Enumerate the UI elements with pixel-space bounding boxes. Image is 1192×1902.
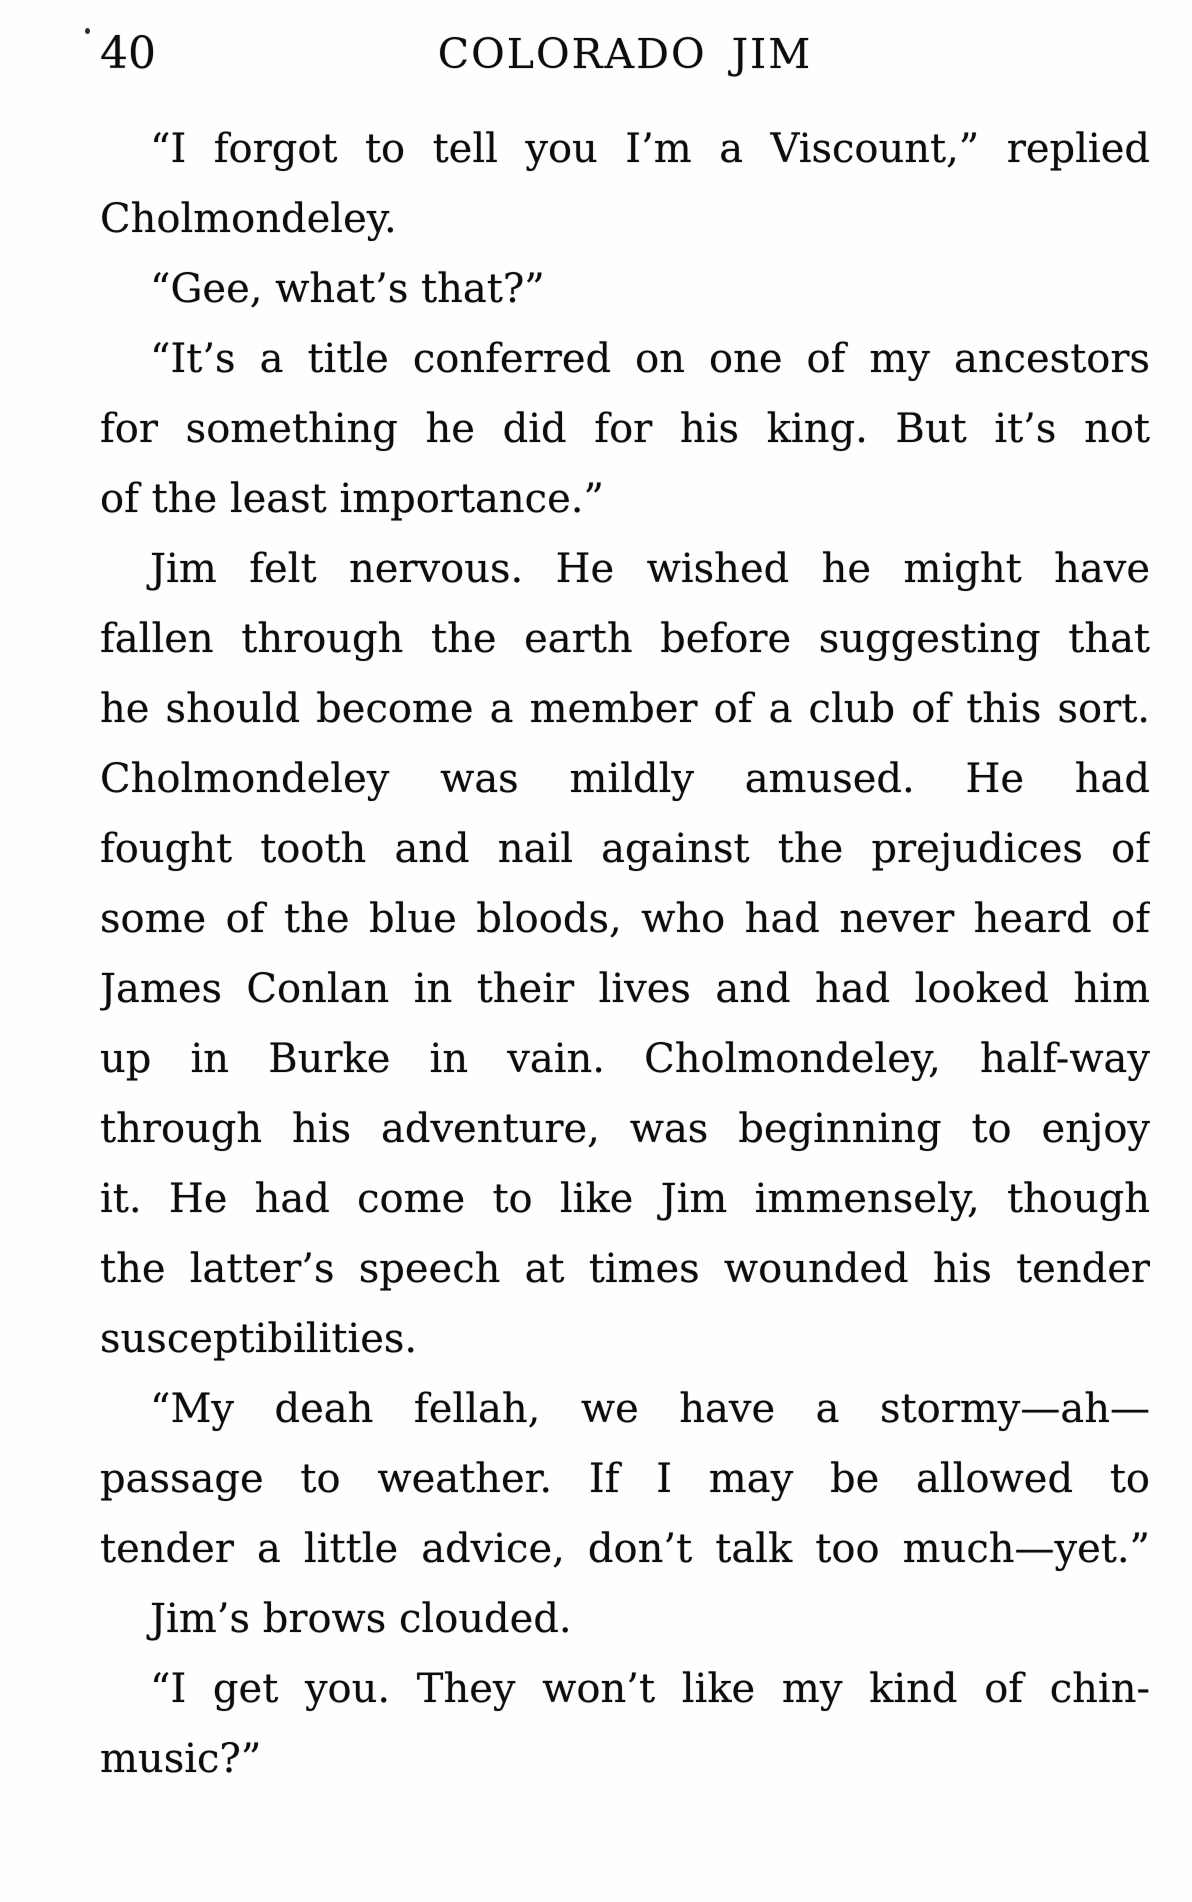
- text-line: he should become a member of a club of this sort.: [100, 686, 1150, 732]
- running-title: COLORADO JIM: [437, 30, 813, 78]
- text-line: passage to weather. If I may be allowed to: [100, 1456, 1150, 1502]
- text-line: fallen through the earth before suggesting that: [100, 616, 1150, 662]
- text-line: music?”: [100, 1736, 262, 1782]
- text-line: Jim’s brows clouded.: [150, 1596, 572, 1642]
- text-line: “I forgot to tell you I’m a Viscount,” replied: [150, 126, 1150, 172]
- text-line: of the least importance.”: [100, 476, 604, 522]
- text-line: susceptibilities.: [100, 1316, 418, 1362]
- text-line: “I get you. They won’t like my kind of chin-: [150, 1666, 1150, 1712]
- text-line: through his adventure, was beginning to enjoy: [100, 1106, 1150, 1152]
- text-line: up in Burke in vain. Cholmondeley, half-way: [100, 1036, 1150, 1082]
- text-line: “My deah fellah, we have a stormy—ah—: [150, 1386, 1150, 1432]
- text-line: Jim felt nervous. He wished he might have: [150, 546, 1150, 592]
- page-number: 40: [100, 28, 156, 79]
- text-line: some of the blue bloods, who had never heard of: [100, 896, 1150, 942]
- text-line: Cholmondeley was mildly amused. He had: [100, 756, 1150, 802]
- text-line: tender a little advice, don’t talk too much—yet.”: [100, 1526, 1150, 1572]
- text-line: Cholmondeley.: [100, 196, 397, 242]
- text-line: James Conlan in their lives and had looked him: [100, 966, 1150, 1012]
- text-line: the latter’s speech at times wounded his tender: [100, 1246, 1150, 1292]
- text-line: it. He had come to like Jim immensely, though: [100, 1176, 1150, 1222]
- page-body: [100, 114, 1150, 1794]
- text-line: “Gee, what’s that?”: [150, 266, 545, 312]
- text-line: fought tooth and nail against the prejudices of: [100, 826, 1150, 872]
- text-line: “It’s a title conferred on one of my ancestors: [150, 336, 1150, 382]
- text-line: for something he did for his king. But it’s not: [100, 406, 1150, 452]
- page-header: [100, 28, 1150, 84]
